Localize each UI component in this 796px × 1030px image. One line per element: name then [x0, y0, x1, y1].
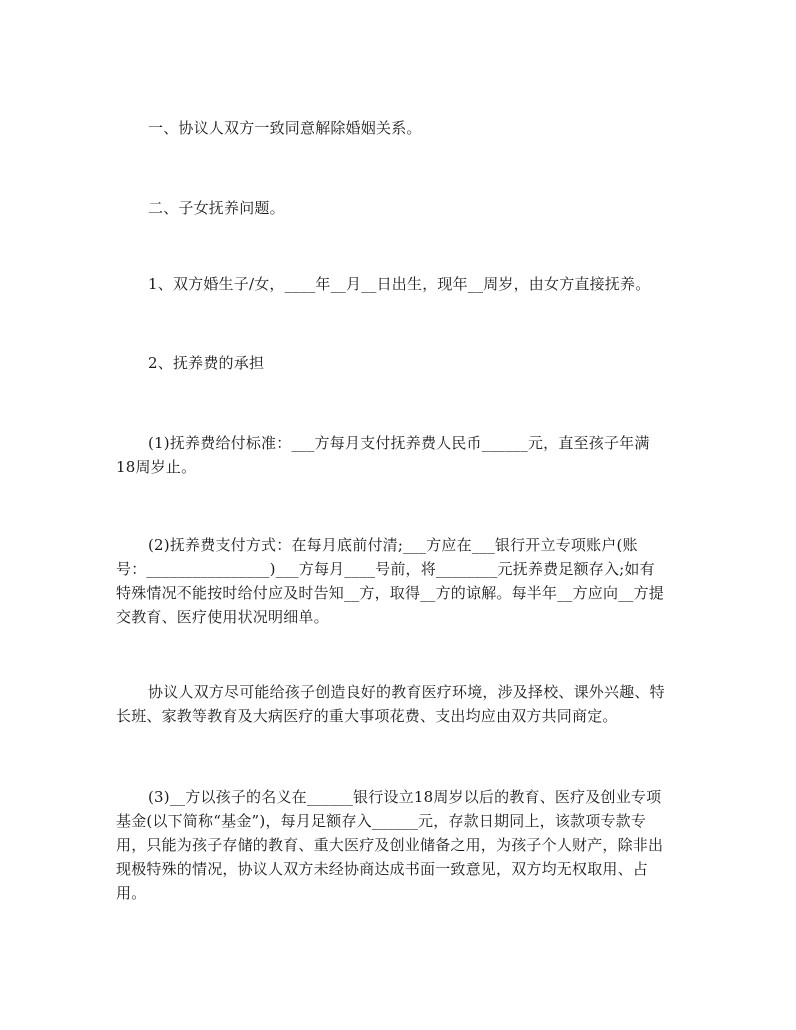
text-line: 特殊情况不能按时给付应及时告知__方，取得__方的谅解。每半年__方应向__方提 [116, 584, 665, 602]
text-line: 2、抚养费的承担 [148, 354, 265, 372]
text-line: 协议人双方尽可能给孩子创造良好的教育医疗环境，涉及择校、课外兴趣、特 [148, 683, 665, 701]
text-line: 用。 [116, 884, 147, 902]
education-environment-paragraph [116, 680, 682, 728]
text-line: 一、协议人双方一致同意解除婚姻关系。 [148, 119, 422, 137]
section-1-paragraph [116, 116, 682, 140]
child-info-paragraph [116, 272, 682, 296]
text-line: (3)__方以孩子的名义在______银行设立18周岁以后的教育、医疗及创业专项 [148, 788, 662, 806]
support-fee-heading [116, 351, 682, 375]
text-line: 18周岁止。 [116, 458, 197, 476]
text-line: 1、双方婚生子/女，____年__月__日出生，现年__周岁，由女方直接抚养。 [148, 275, 651, 293]
text-line: 基金(以下简称“基金”)，每月足额存入______元，存款日期同上，该款项专款专 [116, 812, 647, 830]
payment-standard-paragraph [116, 431, 682, 479]
section-2-heading [116, 196, 682, 220]
text-line: 用，只能为孩子存储的教育、重大医疗及创业储备之用，为孩子个人财产，除非出 [116, 836, 664, 854]
text-line: 交教育、医疗使用状况明细单。 [116, 608, 329, 626]
text-line: 现极特殊的情况，协议人双方未经协商达成书面一致意见，双方均无权取用、占 [116, 860, 649, 878]
text-line: (1)抚养费给付标准：___方每月支付抚养费人民币______元，直至孩子年满 [148, 434, 650, 452]
text-line: (2)抚养费支付方式：在每月底前付清;___方应在___银行开立专项账户(账 [148, 536, 638, 554]
text-line: 长班、家教等教育及大病医疗的重大事项花费、支出均应由双方共同商定。 [116, 707, 618, 725]
text-line: 号：________________)___方每月____号前，将________元抚养费足额存入;如有 [116, 560, 655, 578]
special-fund-paragraph [116, 785, 682, 905]
text-line: 二、子女抚养问题。 [148, 199, 285, 217]
payment-method-paragraph [116, 533, 682, 629]
